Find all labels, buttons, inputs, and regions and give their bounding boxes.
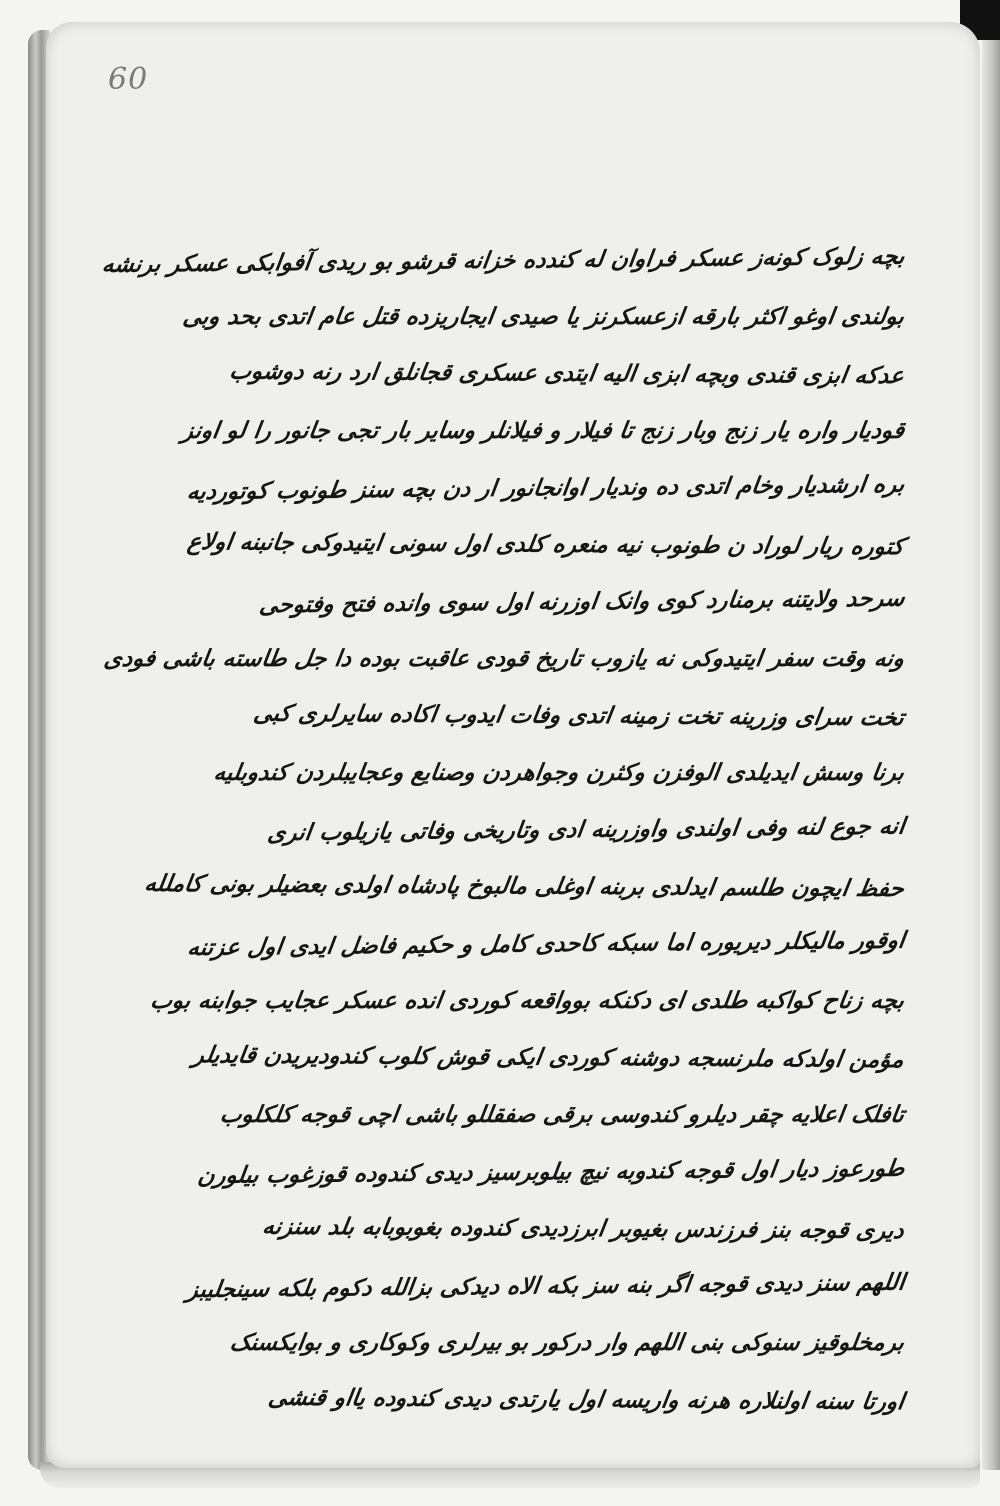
manuscript-line: مؤمن اولدکه ملرنسجه دوشنه کوردی ایکی قوش کلوب کندودیریدن قایدیلر: [191, 1042, 906, 1074]
leaf-right-edge: [982, 40, 1000, 1470]
folio-number: 60: [108, 62, 149, 97]
manuscript-line: طورعوز دیار اول قوجه کندوبه نیچ بیلوبرسیز دیدی کندوده قوزغوب بیلورن: [196, 1155, 907, 1190]
manuscript-line: دیری قوجه بنز فرزندس بغیوبر ابرزدیدی کندوده بغوبوبابه بلد سنزنه: [260, 1213, 906, 1245]
manuscript-line: تخت سرای وزرینه تخت زمینه اتدی وفات ایدوب اکاده سایرلری کبی: [251, 700, 906, 732]
manuscript-line: قودیار واره یار زنج وبار زنج تا فیلار و فیلانلر وسایر بار تجی جانور را لو اونز: [180, 418, 906, 444]
manuscript-line: تافلک اعلایه چقر دیلرو کندوسی برقی صفقللو باشی اچی قوجه کلکلوب: [218, 1102, 906, 1128]
manuscript-line: اللهم سنز دیدی قوجه اگر بنه سز بکه الاه دیدکی بزالله دکوم بلکه سینجلیبز: [185, 1269, 907, 1304]
manuscript-line: اورتا سنه اولنلاره هرنه واریسه اول یارتدی دیدی کندوده یااو قنشی: [266, 1384, 906, 1416]
manuscript-text-block: [100, 232, 907, 1416]
manuscript-line: اوقور مالیکلر دیریوره اما سبکه کاحدی کامل و حکیم فاضل ایدی اول عزتنه: [185, 927, 907, 962]
manuscript-line: بچه زلوک کونه‌ز عسکر فراوان له کندده خزانه قرشو بو ریدی آفوابکی عسکر برنشه: [100, 243, 907, 279]
manuscript-line: بولندی اوغو اکثر بارقه ازعسکرنز یا صیدی ایجاریزده قتل عام اتدی بحد وبی: [181, 304, 906, 330]
manuscript-line: عدکه ابزی قندی وبچه ابزی الیه ایتدی عسکری قجانلق ارد رنه دوشوب: [227, 358, 906, 390]
manuscript-line: برمخلوقیز سنوکی بنی اللهم وار درکور بو بیرلری وکوکاری و بوایکسنک: [228, 1330, 906, 1356]
manuscript-line: ونه وقت سفر ایتیدوکی نه یازوب تاریخ قودی عاقبت بوده دا جل طاسته باشی فودی: [102, 646, 906, 672]
manuscript-line: بچه زناح کواکبه طلدی ای دکنکه بوواقعه کوردی انده عسکر عجایب جوابنه بوب: [148, 988, 906, 1014]
manuscript-line: سرحد ولایتنه برمنارد کوی وانک اوزرنه اول سوی وانده فتح وفتوحی: [257, 585, 907, 619]
manuscript-line: کتوره ریار لوراد ن طونوب نیه منعره کلدی اول سونی ایتیدوکی جانبنه اولاع: [185, 529, 906, 561]
manuscript-line: انه جوع لنه وفی اولندی واوزرینه ادی وتاریخی وفاتی یازیلوب انری: [265, 813, 907, 847]
manuscript-line: حفظ ایچون طلسم ایدلدی بربنه اوغلی مالبوخ پادشاه اولدی بعضیلر بونی کاملله: [142, 870, 906, 903]
manuscript-line: برنا وسش ایدیلدی الوفزن وکثرن وجواهردن وصنایع وعجایبلردن کندوبلیه: [211, 760, 906, 786]
manuscript-line: بره ارشدیار وخام اتدی ده وندیار اوانجانور ار دن بچه سنز طونوب کوتوردیه: [185, 471, 907, 506]
